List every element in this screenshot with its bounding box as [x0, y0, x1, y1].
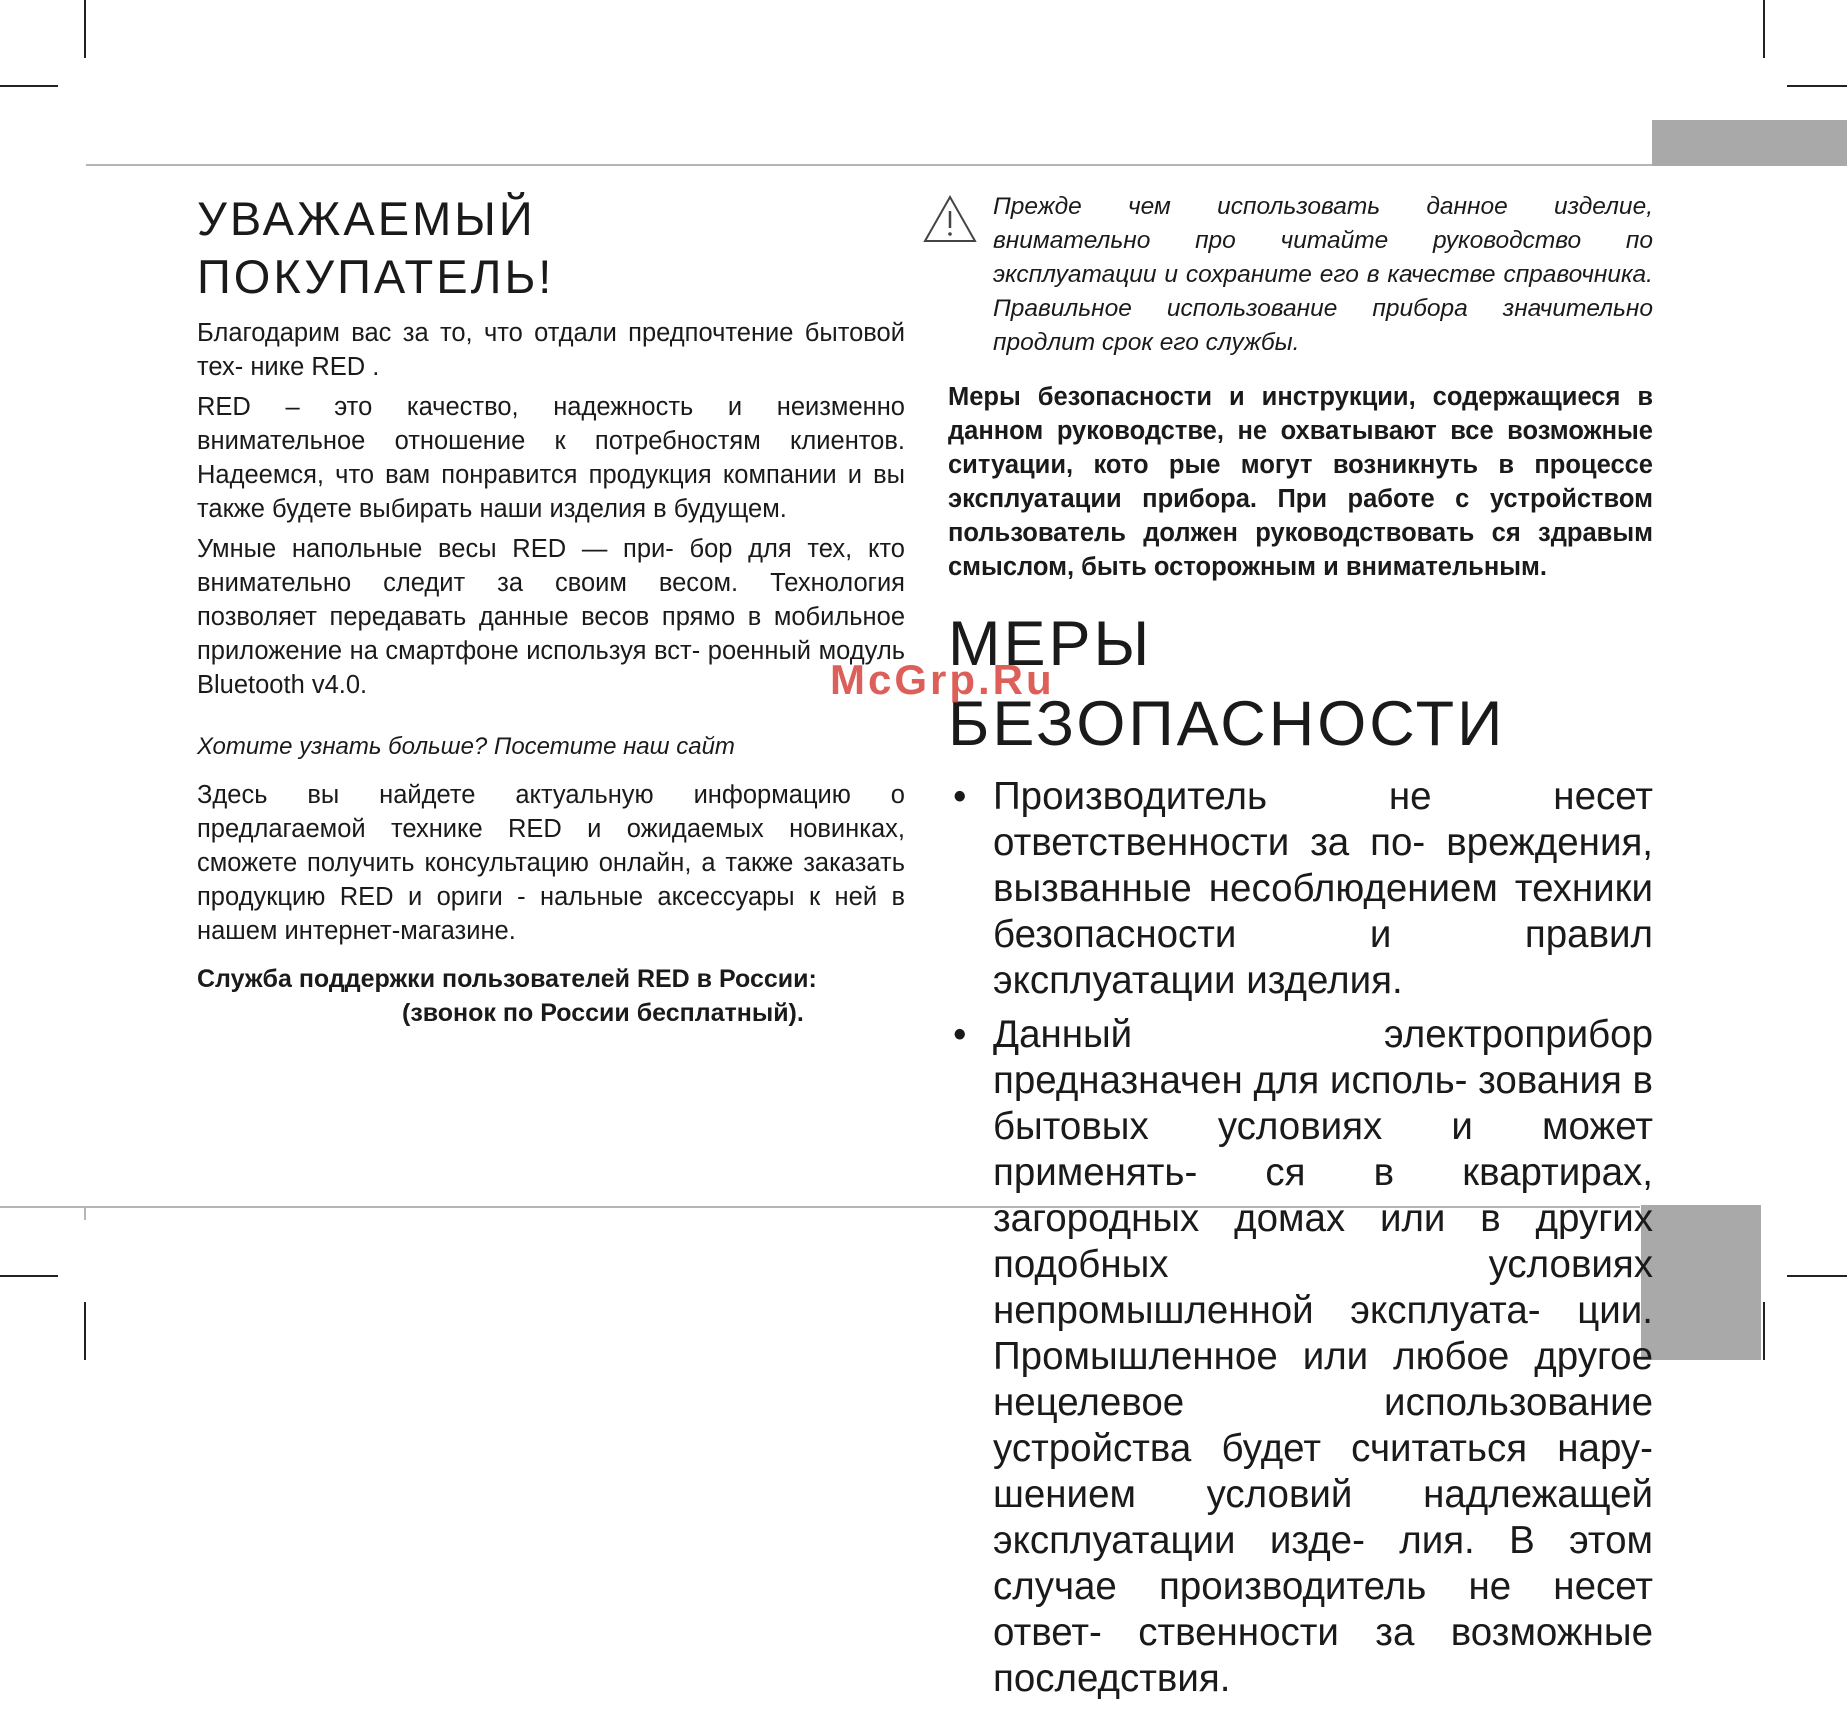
crop-mark: [0, 1275, 58, 1277]
warning-block: [948, 190, 1653, 360]
quality-paragraph: RED – это качество, надежность и неизменно внимательное отношение к потребностям клиентов. Надеемся, что вам понравится продукция компании и вы также будете выбирать наши изделия в будущем.: [197, 393, 905, 523]
safety-disclaimer: Меры безопасности и инструкции, содержащиеся в данном руководстве, не охватывают все возможные ситуации, кото рые могут возникнуть в процессе эксплуатации прибора. При работе с устройством пользователь должен руководствовать ся здравым смыслом, быть осторожным и внимательным.: [948, 383, 1653, 581]
info-paragraph: Здесь вы найдете актуальную информацию о предлагаемой технике RED и ожидаемых новинках, сможете получить консультацию онлайн, а также заказать продукцию RED и ориги - нальные аксессуары к ней в нашем интернет-магазине.: [197, 781, 905, 945]
page-tab-top: [1652, 120, 1847, 166]
bullet-dot: •: [953, 1013, 967, 1056]
warning-triangle-icon: [922, 194, 978, 244]
website-paragraph: Хотите узнать больше? Посетите наш сайт: [197, 733, 735, 760]
safety-heading: МЕРЫ БЕЗОПАСНОСТИ: [948, 609, 1506, 759]
bottom-rule-tick: [84, 1206, 86, 1220]
watermark: McGrp.Ru: [830, 656, 1055, 703]
bullet-text-1: Производитель не несет ответственности за по- вреждения, вызванные несоблюдением техники безопасности и правил эксплуатации изделия.: [993, 775, 1653, 1002]
crop-mark: [1787, 1275, 1847, 1277]
greeting-heading: УВАЖАЕМЫЙ ПОКУПАТЕЛЬ!: [197, 192, 555, 303]
page-tab-bottom: [1641, 1205, 1761, 1360]
bullet-dot: •: [953, 775, 967, 818]
crop-mark: [1763, 0, 1765, 58]
crop-mark: [0, 85, 58, 87]
crop-mark: [1787, 85, 1847, 87]
support-title: Служба поддержки пользователей RED в России:: [197, 965, 817, 993]
bullet-text-2: Данный электроприбор предназначен для исполь- зования в бытовых условиях и может применять- ся в квартирах, загородных домах или в других подобных условиях непромышленной эксплуата- ции. Промышленное или любое другое нецелевое использование устройства будет считаться нару- шением условий надлежащей эксплуатации изде- лия. В этом случае производитель не несет ответ- ственности за возможные последствия.: [993, 1013, 1653, 1700]
top-rule: [86, 164, 1652, 166]
left-column: [197, 190, 905, 1030]
support-note: (звонок по России бесплатный).: [402, 999, 804, 1027]
list-item: [948, 774, 1653, 1004]
list-item: [948, 1012, 1653, 1702]
thanks-paragraph: Благодарим вас за то, что отдали предпочтение бытовой тех- нике RED .: [197, 319, 905, 381]
crop-mark: [84, 0, 86, 58]
crop-mark: [84, 1302, 86, 1360]
warning-text: Прежде чем использовать данное изделие, внимательно про читайте руководство по эксплуатации и сохраните его в качестве справочника. Правильное использование прибора значительно продлит срок его службы.: [993, 193, 1653, 356]
right-column: [948, 190, 1653, 1710]
crop-mark: [1763, 1302, 1765, 1360]
scales-paragraph: Умные напольные весы RED — при- бор для тех, кто внимательно следит за своим весом. Технология позволяет передавать данные весов прямо в мобильное приложение на смартфоне используя вст- роенный модуль Bluetooth v4.0.: [197, 535, 905, 699]
